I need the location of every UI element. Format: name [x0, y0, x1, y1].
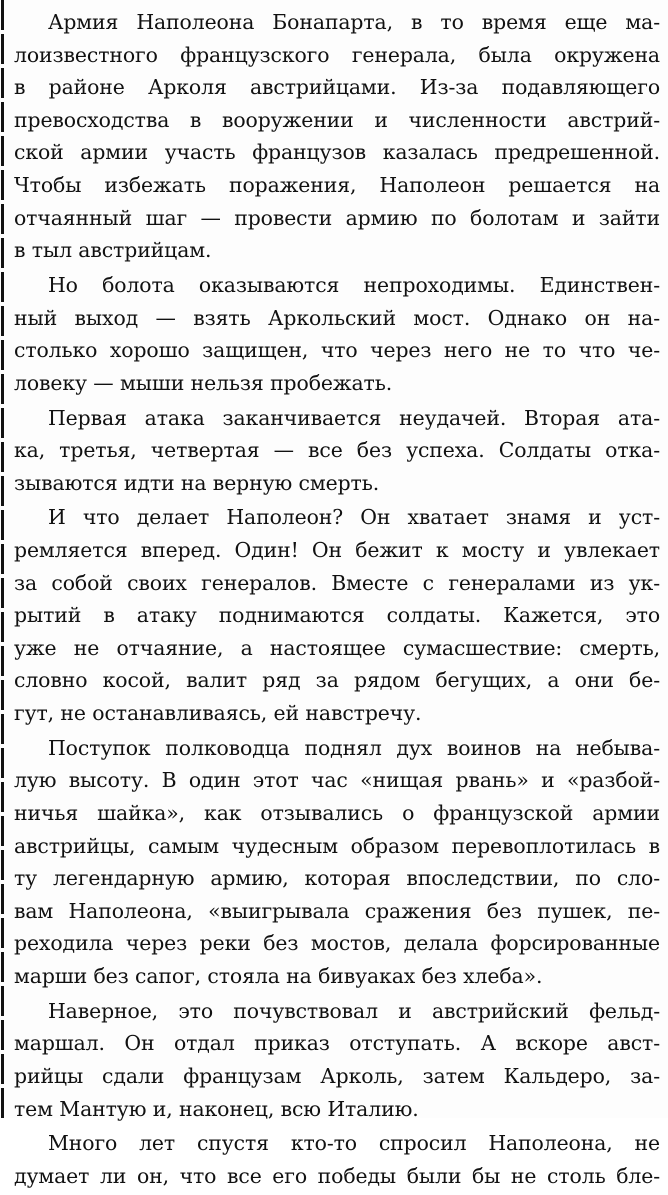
text-line: Армия Наполеона Бонапарта, в то время еще ма- [48, 10, 660, 34]
paragraph [14, 402, 660, 500]
text-line: вам Наполеона, «выигрывала сражения без пушек, пе- [14, 898, 660, 923]
text-line: в районе Арколя австрийцами. Из-за подавляющего [14, 75, 660, 100]
text-line: И что делает Наполеон? Он хватает знамя и уст- [48, 505, 660, 530]
text-line: Много лет спустя кто-то спросил Наполеона, не [48, 1131, 660, 1156]
text-line: ской армии участь французов казалась предрешенной. [14, 140, 660, 165]
text-line: Но болота оказываются непроходимы. Единствен- [48, 272, 660, 297]
text-line: маршал. Он отдал приказ отступать. А вскоре авст- [14, 1031, 660, 1056]
text-line: гут, не останавливаясь, ей навстречу. [14, 701, 422, 726]
text-line: превосходства в вооружении и численности австрий- [14, 107, 660, 132]
text-line: думает ли он, что все его победы были бы не столь бле- [14, 1163, 660, 1188]
text-line: уже не отчаяние, а настоящее сумасшествие: смерть, [14, 635, 660, 660]
text-line: реходила через реки без мостов, делала форсированные [14, 931, 660, 956]
text-line: лоизвестного французского генерала, была окружена [14, 42, 660, 67]
text-line: Первая атака заканчивается неудачей. Вторая ата- [48, 405, 660, 430]
paragraph [14, 6, 660, 267]
text-line: ный выход — взять Аркольский мост. Однако он на- [14, 305, 660, 330]
text-line: Поступок полководца поднял дух воинов на небыва- [48, 735, 660, 760]
text-line: ка, третья, четвертая — все без успеха. Солдаты отка- [14, 438, 660, 463]
text-line: Чтобы избежать поражения, Наполеон решается на [14, 172, 660, 197]
text-line: словно косой, валит ряд за рядом бегущих, а они бе- [14, 668, 660, 693]
text-line: марши без сапог, стояла на бивуаках без хлеба». [14, 963, 543, 988]
paragraph [14, 501, 660, 729]
text-line: ничья шайка», как отзывались о французской армии [14, 801, 660, 825]
paragraph [14, 995, 660, 1125]
text-line: рытий в атаку поднимаются солдаты. Кажется, это [14, 603, 660, 628]
text-line: в тыл австрийцам. [14, 238, 212, 263]
paragraph [14, 1127, 660, 1192]
text-line: зываются идти на верную смерть. [14, 470, 380, 495]
text-line: ремляется вперед. Один! Он бежит к мосту и увлекает [14, 538, 660, 563]
text-line: лую высоту. В один этот час «нищая рвань» и «разбой- [14, 768, 660, 793]
paragraph [14, 732, 660, 993]
text-line: австрийцы, самым чудесным образом перевоплотилась в [14, 833, 660, 858]
body-text [14, 6, 660, 1195]
text-line: ту легендарную армию, которая впоследствии, по сло- [14, 866, 660, 891]
text-line: столько хорошо защищен, что через него не то что че- [14, 338, 660, 363]
text-line: за собой своих генералов. Вместе с генералами из ук- [14, 570, 660, 595]
text-line: тем Мантую и, наконец, всю Италию. [14, 1096, 419, 1121]
text-line: рийцы сдали французам Арколь, затем Кальдеро, за- [14, 1063, 660, 1088]
page-edge-rule [1, 0, 4, 1118]
text-line: ловеку — мыши нельзя пробежать. [14, 370, 393, 395]
text-line: отчаянный шаг — провести армию по болотам и зайти [14, 205, 660, 230]
text-line: Наверное, это почувствовал и австрийский фельд- [48, 998, 660, 1023]
paragraph [14, 269, 660, 399]
